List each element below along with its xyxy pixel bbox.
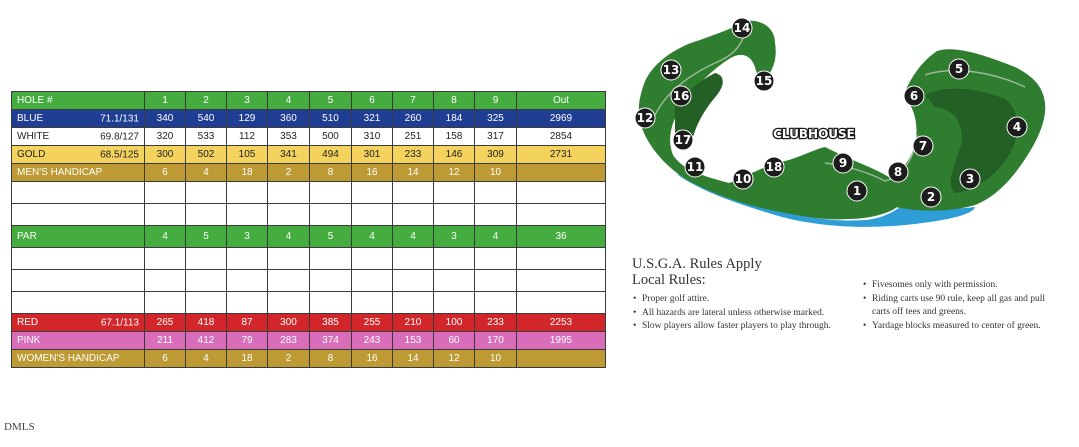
rules-title: U.S.G.A. Rules Apply bbox=[632, 256, 762, 272]
rule-item: • All hazards are lateral unless otherwise marked. bbox=[633, 307, 858, 321]
total-cell: 2731 bbox=[517, 146, 606, 164]
handicap-cell: 4 bbox=[186, 164, 227, 182]
par-row bbox=[12, 226, 606, 248]
score-cell[interactable] bbox=[393, 292, 434, 314]
local-rules-heading: Local Rules: bbox=[632, 272, 706, 288]
row-label: MEN'S HANDICAP bbox=[12, 164, 145, 182]
yardage-cell: 321 bbox=[352, 110, 393, 128]
score-cell[interactable] bbox=[268, 248, 310, 270]
yardage-cell: 265 bbox=[145, 314, 186, 332]
score-cell[interactable] bbox=[352, 182, 393, 204]
score-cell[interactable] bbox=[393, 182, 434, 204]
hole-cell: 6 bbox=[352, 92, 393, 110]
hole-marker-label: 11 bbox=[686, 160, 704, 175]
handicap-cell: 6 bbox=[145, 350, 186, 368]
rule-item: • Riding carts use 90 rule, keep all gas and pull carts off tees and greens. bbox=[863, 293, 1063, 320]
hole-marker-17 bbox=[673, 130, 693, 150]
par-cell: 4 bbox=[352, 226, 393, 248]
mens-handicap-row bbox=[12, 164, 606, 182]
score-cell[interactable] bbox=[475, 270, 517, 292]
hole-cell: 3 bbox=[227, 92, 268, 110]
score-cell[interactable] bbox=[268, 292, 310, 314]
yardage-cell: 301 bbox=[352, 146, 393, 164]
handicap-cell: 4 bbox=[186, 350, 227, 368]
yardage-cell: 87 bbox=[227, 314, 268, 332]
yardage-cell: 309 bbox=[475, 146, 517, 164]
score-name-cell[interactable] bbox=[12, 182, 145, 204]
total-cell: 2854 bbox=[517, 128, 606, 146]
hole-marker-label: 16 bbox=[672, 89, 690, 104]
tee-rating: 71.1/131 bbox=[100, 113, 139, 124]
hole-marker-label: 9 bbox=[838, 156, 848, 171]
score-cell[interactable] bbox=[310, 292, 352, 314]
hole-marker-11 bbox=[685, 157, 705, 177]
hole-marker-9 bbox=[833, 153, 853, 173]
yardage-cell: 158 bbox=[434, 128, 475, 146]
yardage-cell: 283 bbox=[268, 332, 310, 350]
yardage-cell: 300 bbox=[145, 146, 186, 164]
score-cell[interactable] bbox=[186, 270, 227, 292]
score-name-cell[interactable] bbox=[12, 204, 145, 226]
score-cell[interactable] bbox=[268, 270, 310, 292]
score-cell[interactable] bbox=[434, 292, 475, 314]
score-entry-row bbox=[12, 182, 606, 204]
watermark: DMLS bbox=[4, 421, 35, 433]
hole-marker-10 bbox=[733, 169, 753, 189]
par-cell: 4 bbox=[145, 226, 186, 248]
hole-marker-15 bbox=[754, 71, 774, 91]
score-cell[interactable] bbox=[475, 292, 517, 314]
hole-marker-1 bbox=[847, 181, 867, 201]
score-name-cell[interactable] bbox=[12, 270, 145, 292]
rule-item: • Yardage blocks measured to center of green. bbox=[863, 320, 1063, 334]
clubhouse-label: CLUBHOUSE bbox=[773, 127, 855, 141]
hole-marker-label: 15 bbox=[755, 74, 773, 89]
yardage-cell: 418 bbox=[186, 314, 227, 332]
total-cell bbox=[517, 164, 606, 182]
hole-marker-label: 12 bbox=[636, 111, 654, 126]
yardage-cell: 320 bbox=[145, 128, 186, 146]
hole-marker-13 bbox=[661, 60, 681, 80]
tee-label-cell bbox=[12, 314, 145, 332]
yardage-cell: 233 bbox=[393, 146, 434, 164]
score-cell[interactable] bbox=[145, 292, 186, 314]
handicap-cell: 14 bbox=[393, 164, 434, 182]
yardage-cell: 317 bbox=[475, 128, 517, 146]
handicap-cell: 8 bbox=[310, 350, 352, 368]
handicap-cell: 16 bbox=[352, 164, 393, 182]
tee-label-cell bbox=[12, 146, 145, 164]
score-cell[interactable] bbox=[310, 204, 352, 226]
score-entry-row bbox=[12, 270, 606, 292]
yardage-cell: 412 bbox=[186, 332, 227, 350]
yardage-cell: 374 bbox=[310, 332, 352, 350]
score-cell[interactable] bbox=[186, 204, 227, 226]
score-cell[interactable] bbox=[434, 270, 475, 292]
hole-marker-label: 6 bbox=[909, 89, 919, 104]
yardage-cell: 341 bbox=[268, 146, 310, 164]
total-cell bbox=[517, 350, 606, 368]
yardage-cell: 153 bbox=[393, 332, 434, 350]
total-cell: 2969 bbox=[517, 110, 606, 128]
course-map bbox=[625, 15, 1050, 235]
score-cell[interactable] bbox=[475, 182, 517, 204]
score-cell[interactable] bbox=[352, 292, 393, 314]
hole-marker-label: 2 bbox=[926, 190, 936, 205]
score-cell[interactable] bbox=[434, 248, 475, 270]
score-total-cell[interactable] bbox=[517, 182, 606, 204]
par-cell: 5 bbox=[186, 226, 227, 248]
yardage-cell: 211 bbox=[145, 332, 186, 350]
hole-cell: 8 bbox=[434, 92, 475, 110]
yardage-cell: 300 bbox=[268, 314, 310, 332]
hole-marker-label: 13 bbox=[662, 63, 680, 78]
total-header-cell: Out bbox=[517, 92, 606, 110]
yardage-cell: 184 bbox=[434, 110, 475, 128]
hole-cell: 1 bbox=[145, 92, 186, 110]
score-name-cell[interactable] bbox=[12, 248, 145, 270]
hole-marker-label: 3 bbox=[965, 172, 975, 187]
score-total-cell[interactable] bbox=[517, 292, 606, 314]
score-cell[interactable] bbox=[145, 204, 186, 226]
hole-marker-7 bbox=[913, 136, 933, 156]
rule-item: • Proper golf attire. bbox=[633, 293, 858, 307]
tee-rating: 69.8/127 bbox=[100, 131, 139, 142]
hole-marker-label: 17 bbox=[674, 133, 692, 148]
handicap-cell: 8 bbox=[310, 164, 352, 182]
yardage-cell: 310 bbox=[352, 128, 393, 146]
yardage-cell: 79 bbox=[227, 332, 268, 350]
score-cell[interactable] bbox=[145, 182, 186, 204]
yardage-cell: 502 bbox=[186, 146, 227, 164]
score-cell[interactable] bbox=[227, 204, 268, 226]
tee-name: GOLD bbox=[17, 149, 46, 160]
womens-handicap-row bbox=[12, 350, 606, 368]
score-entry-row bbox=[12, 292, 606, 314]
score-cell[interactable] bbox=[145, 270, 186, 292]
hole-marker-18 bbox=[764, 157, 784, 177]
yardage-cell: 243 bbox=[352, 332, 393, 350]
par-cell: 5 bbox=[310, 226, 352, 248]
score-cell[interactable] bbox=[352, 204, 393, 226]
yardage-cell: 251 bbox=[393, 128, 434, 146]
yardage-cell: 100 bbox=[434, 314, 475, 332]
score-cell[interactable] bbox=[352, 248, 393, 270]
hole-marker-2 bbox=[921, 187, 941, 207]
yardage-cell: 510 bbox=[310, 110, 352, 128]
pink-tee-row bbox=[12, 332, 606, 350]
handicap-cell: 12 bbox=[434, 350, 475, 368]
yardage-cell: 170 bbox=[475, 332, 517, 350]
yardage-cell: 500 bbox=[310, 128, 352, 146]
hole-marker-label: 18 bbox=[765, 160, 783, 175]
local-rules-list-left bbox=[633, 293, 858, 334]
hole-marker-12 bbox=[635, 108, 655, 128]
handicap-cell: 2 bbox=[268, 164, 310, 182]
score-cell[interactable] bbox=[475, 248, 517, 270]
hole-marker-6 bbox=[904, 86, 924, 106]
score-cell[interactable] bbox=[227, 182, 268, 204]
yardage-cell: 60 bbox=[434, 332, 475, 350]
hole-cell: 4 bbox=[268, 92, 310, 110]
score-cell[interactable] bbox=[268, 204, 310, 226]
score-total-cell[interactable] bbox=[517, 248, 606, 270]
handicap-cell: 18 bbox=[227, 350, 268, 368]
hole-marker-16 bbox=[671, 86, 691, 106]
handicap-cell: 10 bbox=[475, 164, 517, 182]
total-cell: 1995 bbox=[517, 332, 606, 350]
score-cell[interactable] bbox=[227, 270, 268, 292]
handicap-cell: 10 bbox=[475, 350, 517, 368]
score-cell[interactable] bbox=[145, 248, 186, 270]
local-rules-list-right bbox=[863, 279, 1063, 333]
score-cell[interactable] bbox=[310, 248, 352, 270]
score-cell[interactable] bbox=[393, 248, 434, 270]
yardage-cell: 360 bbox=[268, 110, 310, 128]
par-cell: 3 bbox=[227, 226, 268, 248]
score-cell[interactable] bbox=[186, 248, 227, 270]
score-cell[interactable] bbox=[186, 292, 227, 314]
handicap-cell: 18 bbox=[227, 164, 268, 182]
score-entry-row bbox=[12, 204, 606, 226]
hole-cell: 7 bbox=[393, 92, 434, 110]
yardage-cell: 233 bbox=[475, 314, 517, 332]
score-cell[interactable] bbox=[310, 270, 352, 292]
handicap-cell: 14 bbox=[393, 350, 434, 368]
score-cell[interactable] bbox=[352, 270, 393, 292]
hole-marker-14 bbox=[732, 18, 752, 38]
hole-cell: 9 bbox=[475, 92, 517, 110]
score-cell[interactable] bbox=[268, 182, 310, 204]
hole-marker-label: 7 bbox=[918, 139, 928, 154]
hole-marker-label: 14 bbox=[733, 21, 751, 36]
row-label: PAR bbox=[12, 226, 145, 248]
hole-marker-4 bbox=[1007, 117, 1027, 137]
white-tee-row bbox=[12, 128, 606, 146]
score-entry-row bbox=[12, 248, 606, 270]
tee-label-cell: PINK bbox=[12, 332, 145, 350]
yardage-cell: 210 bbox=[393, 314, 434, 332]
yardage-cell: 540 bbox=[186, 110, 227, 128]
yardage-cell: 129 bbox=[227, 110, 268, 128]
rule-item: • Fivesomes only with permission. bbox=[863, 279, 1063, 293]
hole-cell: 2 bbox=[186, 92, 227, 110]
hole-marker-label: 4 bbox=[1012, 120, 1022, 135]
par-cell: 3 bbox=[434, 226, 475, 248]
par-cell: 4 bbox=[393, 226, 434, 248]
total-cell: 36 bbox=[517, 226, 606, 248]
hole-number-row bbox=[12, 92, 606, 110]
gold-tee-row bbox=[12, 146, 606, 164]
red-tee-row bbox=[12, 314, 606, 332]
yardage-cell: 385 bbox=[310, 314, 352, 332]
score-name-cell[interactable] bbox=[12, 292, 145, 314]
yardage-cell: 494 bbox=[310, 146, 352, 164]
tee-name: RED bbox=[17, 317, 39, 328]
yardage-cell: 260 bbox=[393, 110, 434, 128]
row-label: WOMEN'S HANDICAP bbox=[12, 350, 145, 368]
hole-marker-label: 10 bbox=[734, 172, 752, 187]
handicap-cell: 12 bbox=[434, 164, 475, 182]
par-cell: 4 bbox=[268, 226, 310, 248]
tee-name: WHITE bbox=[17, 131, 50, 142]
row-label: HOLE # bbox=[12, 92, 145, 110]
score-cell[interactable] bbox=[186, 182, 227, 204]
hole-cell: 5 bbox=[310, 92, 352, 110]
handicap-cell: 6 bbox=[145, 164, 186, 182]
tee-label-cell bbox=[12, 128, 145, 146]
hole-marker-3 bbox=[960, 169, 980, 189]
score-cell[interactable] bbox=[227, 292, 268, 314]
yardage-cell: 533 bbox=[186, 128, 227, 146]
yardage-cell: 112 bbox=[227, 128, 268, 146]
par-cell: 4 bbox=[475, 226, 517, 248]
tee-name: BLUE bbox=[17, 113, 44, 124]
yardage-cell: 146 bbox=[434, 146, 475, 164]
score-total-cell[interactable] bbox=[517, 270, 606, 292]
handicap-cell: 2 bbox=[268, 350, 310, 368]
hole-marker-5 bbox=[949, 59, 969, 79]
yardage-cell: 255 bbox=[352, 314, 393, 332]
yardage-cell: 353 bbox=[268, 128, 310, 146]
score-cell[interactable] bbox=[310, 182, 352, 204]
score-cell[interactable] bbox=[393, 204, 434, 226]
handicap-cell: 16 bbox=[352, 350, 393, 368]
tee-rating: 67.1/113 bbox=[100, 317, 139, 328]
score-cell[interactable] bbox=[434, 182, 475, 204]
hole-marker-label: 5 bbox=[954, 62, 964, 77]
yardage-cell: 105 bbox=[227, 146, 268, 164]
yardage-cell: 325 bbox=[475, 110, 517, 128]
blue-tee-row bbox=[12, 110, 606, 128]
hole-marker-8 bbox=[888, 162, 908, 182]
score-cell[interactable] bbox=[393, 270, 434, 292]
hole-marker-label: 1 bbox=[852, 184, 862, 199]
tee-label-cell bbox=[12, 110, 145, 128]
score-cell[interactable] bbox=[227, 248, 268, 270]
rule-item: • Slow players allow faster players to play through. bbox=[633, 320, 858, 334]
hole-marker-label: 8 bbox=[893, 165, 903, 180]
total-cell: 2253 bbox=[517, 314, 606, 332]
score-cell[interactable] bbox=[475, 204, 517, 226]
tee-rating: 68.5/125 bbox=[100, 149, 139, 160]
scorecard-table bbox=[11, 91, 606, 368]
score-total-cell[interactable] bbox=[517, 204, 606, 226]
yardage-cell: 340 bbox=[145, 110, 186, 128]
score-cell[interactable] bbox=[434, 204, 475, 226]
